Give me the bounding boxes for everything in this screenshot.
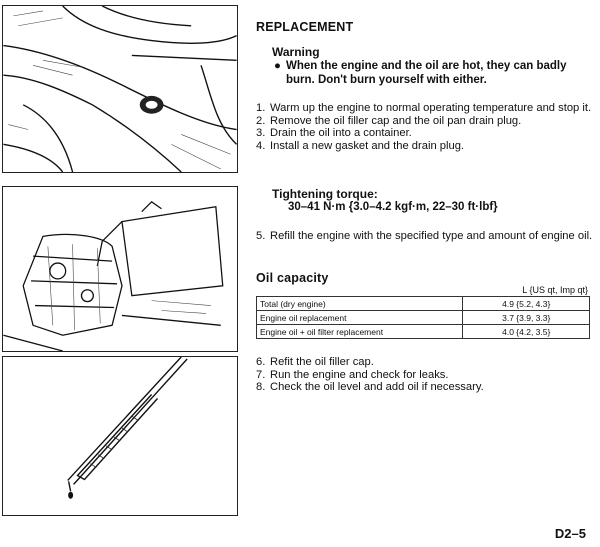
step-text: Drain the oil into a container. [270, 127, 412, 140]
table-cell-label: Engine oil replacement [257, 311, 463, 325]
step-text: Run the engine and check for leaks. [270, 368, 449, 381]
step-item [256, 230, 594, 243]
step-number: 5. [256, 230, 266, 242]
oil-capacity-heading [256, 271, 594, 285]
warning-title: Warning [272, 45, 320, 59]
table-cell-value: 4.9 {5.2, 4.3} [463, 297, 590, 311]
table-cell-value: 3.7 {3.9, 3.3} [463, 311, 590, 325]
oil-capacity-table [256, 296, 590, 339]
table-row [257, 311, 590, 325]
table-cell-label: Total (dry engine) [257, 297, 463, 311]
table-cell-value: 4.0 {4.2, 3.5} [463, 325, 590, 339]
step-number: 3. [256, 127, 266, 140]
oil-capacity-title: Oil capacity [256, 271, 329, 285]
steps-list-3 [256, 356, 594, 394]
step-number: 1. [256, 102, 266, 114]
step-number: 7. [256, 368, 266, 381]
step-number: 8. [256, 381, 266, 394]
table-cell-label: Engine oil + oil filter replacement [257, 325, 463, 339]
step-text: Install a new gasket and the drain plug. [270, 139, 465, 152]
drain-plug-illustration [2, 5, 238, 173]
step-item [256, 140, 594, 153]
unit-note: L {US qt, Imp qt} [522, 285, 588, 295]
step-text: Refit the oil filler cap. [270, 356, 374, 368]
page-number: D2–5 [554, 526, 586, 541]
dipstick-illustration [2, 356, 238, 516]
bullet-icon: ● [274, 60, 281, 72]
step-text: Check the oil level and add oil if necessary. [270, 381, 484, 394]
drain-plug-drawing [3, 6, 237, 172]
torque-block [256, 187, 594, 213]
steps-list-1 [256, 102, 594, 152]
step-number: 4. [256, 139, 266, 152]
torque-title: Tightening torque: [272, 187, 378, 201]
step-item [256, 381, 594, 394]
step-number: 2. [256, 114, 266, 127]
replacement-heading: REPLACEMENT [256, 20, 354, 34]
step-item [256, 369, 594, 382]
section-title [256, 20, 594, 34]
step-text: Remove the oil filler cap and the oil pan drain plug. [270, 114, 522, 127]
torque-value: 30–41 N·m {3.0–4.2 kgf·m, 22–30 ft·lbf} [288, 201, 498, 213]
step-item [256, 115, 594, 128]
step-item [256, 356, 594, 369]
warning-text: When the engine and the oil are hot, they can badly burn. Don't burn yourself with either. [286, 60, 567, 86]
warning-text-item [272, 59, 594, 87]
table-row [257, 325, 590, 339]
step-item [256, 127, 594, 140]
warning-block [256, 45, 594, 87]
step-text: Warm up the engine to normal operating temperature and stop it. [270, 102, 592, 114]
step-item [256, 102, 594, 115]
dipstick-drawing [3, 357, 237, 515]
step-number: 6. [256, 356, 266, 368]
step-text: Refill the engine with the specified type and amount of engine oil. [270, 230, 593, 242]
table-row [257, 297, 590, 311]
steps-list-2 [256, 230, 594, 243]
refill-oil-drawing [3, 187, 237, 351]
refill-oil-illustration [2, 186, 238, 352]
